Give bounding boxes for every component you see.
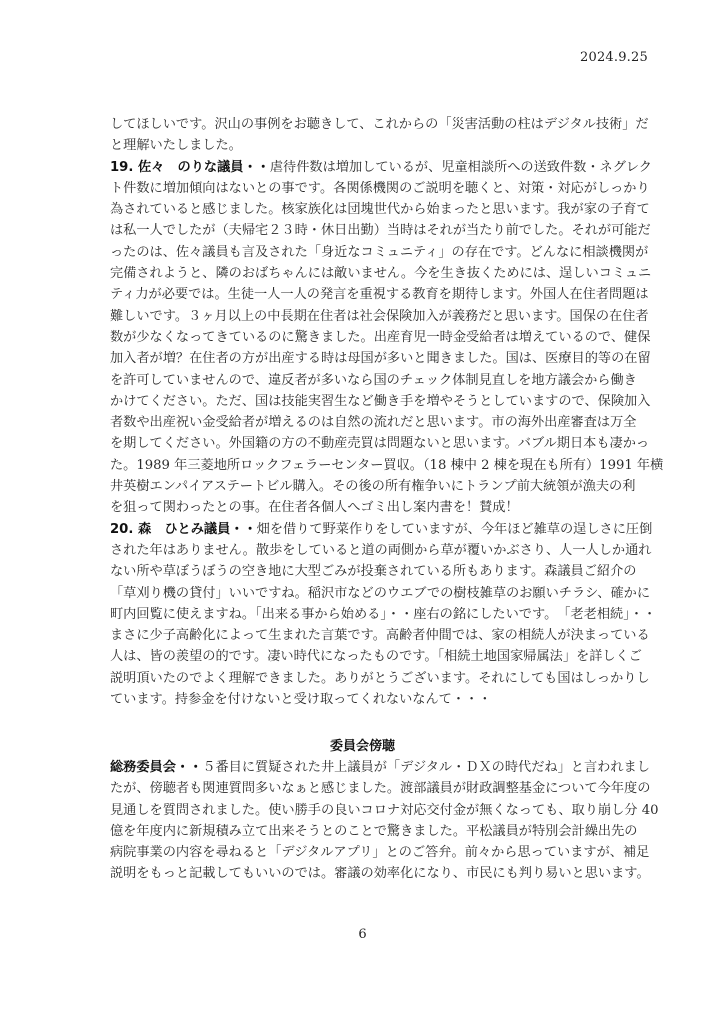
text-line: 者数や出産祝い金受給者が増えるのは自然の流れだと思います。市の海外出産審査は万全 [110, 415, 637, 431]
speaker-20-label: 20. 森 ひとみ議員 [110, 521, 231, 537]
text-line: 説明をもっと記載してもいいのでは。審議の効率化になり、市民にも判り易いと思います。 [110, 866, 650, 882]
text-line: ト件数に増加傾向はないとの事です。各関係機関のご説明を聴くと、対策・対応がしっかり [110, 180, 650, 196]
committee-label: 総務委員会 [110, 760, 176, 775]
text-line: 病院事業の内容を尋ねると「デジタルアプリ」とのご答弁。前々から思っていますが、補足 [110, 845, 650, 861]
text-line: ティ力が必要では。生徒一人一人の発言を重視する教育を期待します。外国人在住者問題は [110, 287, 649, 303]
text-line: ５番目に質疑された井上議員が「デジタル・ＤＸの時代だね」と言われまし [202, 760, 650, 775]
text-line: された年はありません。散歩をしていると道の両側から草が覆いかぶさり、人一人しか通れ [110, 542, 652, 558]
text-line: ています。持参金を付けないと受け取ってくれないなんて・・・ [110, 692, 492, 708]
text-line: たが、傍聴者も関連質問多いなぁと感じました。渡部議員が財政調整基金について今年度の [110, 781, 651, 797]
speaker-20-entry [110, 519, 653, 540]
separator: ・・ [243, 159, 270, 175]
text-line: 見通しを質問されました。使い勝手の良いコロナ対応交付金が無くなっても、取り崩し分 40 [110, 802, 659, 818]
text-line: 「草刈り機の貸付」いいですね。稲沢市などのウエブでの樹枝雑草のお願いチラシ、確かに [110, 585, 651, 601]
text-line: を期してください。外国籍の方の不動産売買は問題ないと思います。バブル期日本も凄かっ [110, 436, 650, 452]
text-line: かけてください。ただ、国は技能実習生など働き手を増やそうとしていますので、保険加入 [110, 393, 651, 409]
speaker-19-label: 19. 佐々 のりな議員 [110, 159, 244, 175]
text-line: は私一人でしたが（夫帰宅２３時・休日出勤）当時はそれが当たり前でした。それが可能だ [110, 223, 651, 239]
committee-body [110, 757, 659, 885]
separator: ・・ [175, 760, 203, 775]
text-line: 町内回覧に使えますね。「出来る事から始める」・・座右の銘にしたいです。 「老老相続」・・ [110, 606, 657, 622]
text-line: を許可していませんので、違反者が多いなら国のチェック体制見直しを地方議会から働き [110, 372, 637, 388]
text-line: 井英樹エンパイアステートビル購入。その後の所有権争いにトランプ前大統領が漁夫の利 [110, 479, 636, 495]
report-body [110, 114, 664, 710]
page-number: 6 [358, 927, 367, 942]
text-line: 説明頂いたのでよく理解できました。ありがとうございます。それにしても国はしっかりし [110, 670, 650, 686]
text-line: た。1989 年三菱地所ロックフェラーセンター買収。（18 棟中 2 棟を現在も所有）1991 年横 [110, 457, 664, 473]
text-line: 虐待件数は増加しているが、児童相談所への送致件数・ネグレク [269, 159, 652, 175]
text-line: 億を年度内に新規積み立て出来そうとのことで驚きました。平松議員が特別会計繰出先の [110, 823, 638, 839]
text-line: ない所や草ぼうぼうの空き地に大型ごみが投棄されている所もあります。森議員ご紹介の [110, 564, 637, 580]
section-heading: 委員会傍聴 [329, 739, 395, 754]
text-line: 数が少なくなってきているのに驚きました。出産育児一時金受給者は増えているので、健保 [110, 329, 651, 345]
text-line: を狙って関わったとの事。在住者各個人へゴミ出し案内書を！賛成！ [110, 500, 519, 516]
text-line: ったのは、佐々議員も言及された「身近なコミュニティ」の存在です。どんなに相談機関が [110, 244, 649, 260]
text-line: 難しいです。３ヶ月以上の中長期在住者は社会保険加入が義務だと思います。国保の在住者 [110, 308, 649, 324]
text-line: 加入者が増？在住者の方が出産する時は母国が多いと聞きました。国は、医療目的等の在留 [110, 351, 651, 367]
text-line: してほしいです。沢山の事例をお聴きして、これからの「災害活動の柱はデジタル技術」だ [110, 117, 649, 132]
document-date: 2024.9.25 [580, 50, 648, 65]
text-line: 為されていると感じました。核家族化は団塊世代から始まったと思います。我が家の子育て [110, 202, 650, 218]
text-line: まさに少子高齢化によって生まれた言葉です。高齢者仲間では、家の相続人が決まっている [110, 628, 650, 644]
text-line: と理解いたしました。 [110, 138, 242, 154]
speaker-19-entry [110, 157, 652, 178]
committee-entry [110, 757, 650, 778]
text-line: 人は、皆の羨望の的です。凄い時代になったものです。「相続土地国家帰属法」を詳しくご [110, 649, 642, 665]
text-line: 畑を借りて野菜作りをしていますが、今年ほど雑草の逞しさに圧倒 [256, 521, 653, 537]
separator: ・・ [230, 521, 257, 537]
text-line: 完備されようと、隣のおばちゃんには敵いません。今を生き抜くためには、逞しいコミュニ [110, 266, 652, 282]
